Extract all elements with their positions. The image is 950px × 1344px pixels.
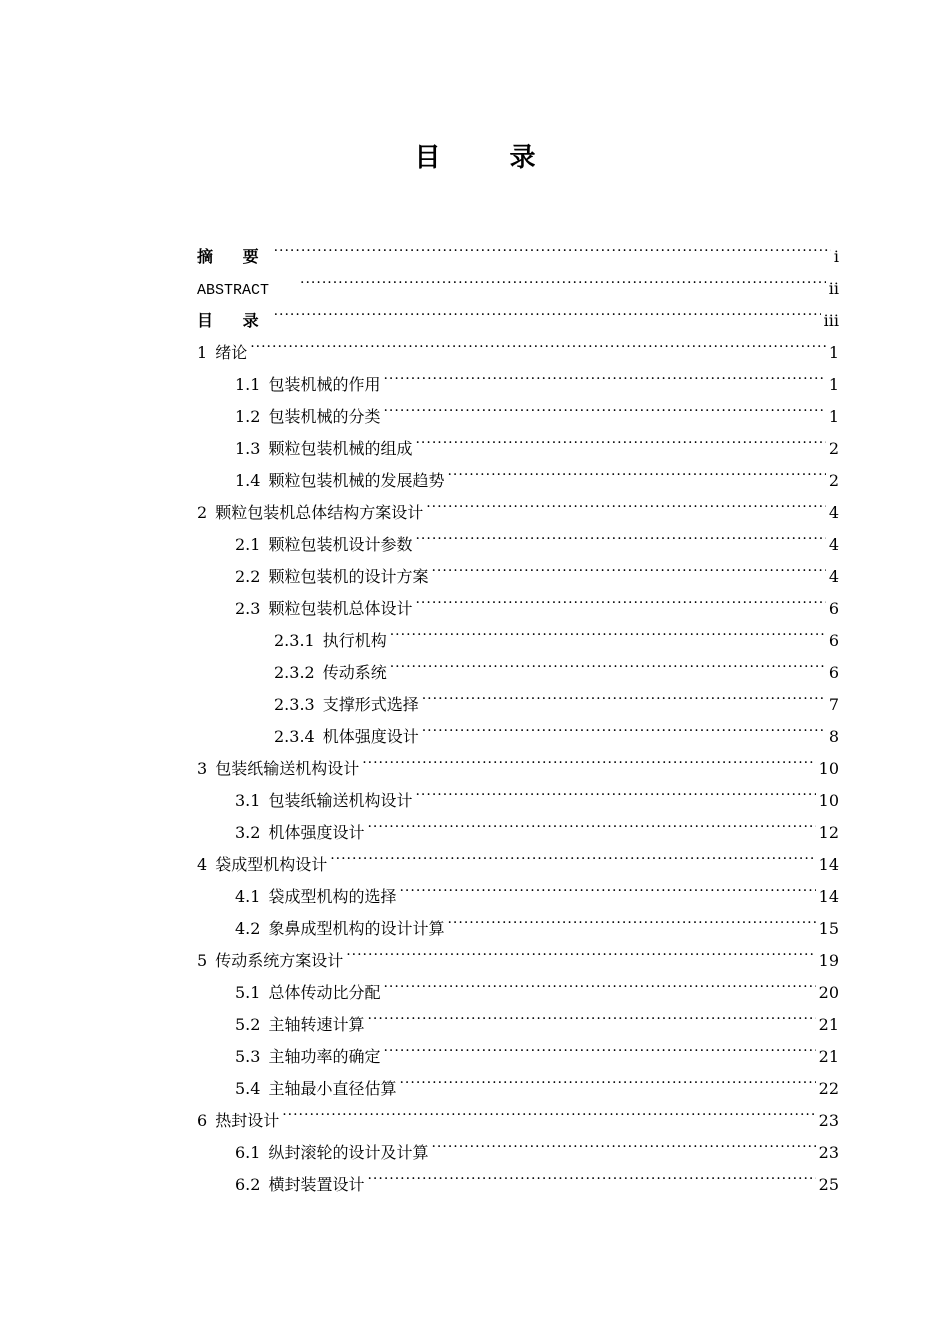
toc-entry-label: 绪论 [215,343,248,362]
toc-entry-page: 1 [828,375,839,394]
toc-entry-number: 4.2 [235,919,261,938]
toc-dot-leader [415,422,825,454]
toc-entry[interactable] [197,230,839,266]
toc-entry-page: iii [823,311,839,330]
toc-entry-number: 4.1 [235,887,261,906]
toc-entry-number: 4 [197,855,208,874]
toc-entry-page: 8 [828,727,839,746]
toc-dot-leader [282,1094,815,1126]
toc-entry-page: 23 [818,1143,839,1162]
toc-entry[interactable] [197,358,839,394]
toc-entry-page: 22 [818,1079,839,1098]
toc-dot-leader [415,774,815,806]
toc-entry-number: 2.3.4 [274,727,315,746]
toc-entry-page: 7 [828,695,839,714]
toc-entry-number: 5.2 [235,1015,261,1034]
toc-entry-page: 2 [828,471,839,490]
toc-dot-leader [367,1158,815,1190]
toc-entry-label: 机体强度设计 [268,823,365,842]
toc-entry-page: 20 [818,983,839,1002]
toc-dot-leader [250,326,826,358]
toc-entry-label: 颗粒包装机总体设计 [268,599,413,618]
toc-entry-label: 颗粒包装机的设计方案 [268,567,429,586]
toc-entry-number: 1.2 [235,407,261,426]
toc-entry-page: 10 [818,759,839,778]
toc-entry-number: 2.3.3 [274,695,315,714]
toc-entry-page: 23 [818,1111,839,1130]
toc-entry-label: 机体强度设计 [322,727,419,746]
toc-entry-number: 3.2 [235,823,261,842]
toc-dot-leader [367,806,815,838]
toc-entry[interactable] [197,326,839,362]
toc-entry-label: 主轴最小直径估算 [268,1079,397,1098]
toc-entry-number: 1.3 [235,439,261,458]
toc-entry-number: 2 [197,503,208,522]
toc-entry-page: 4 [828,567,839,586]
toc-entry-number: 5.3 [235,1047,261,1066]
toc-entry-page: 19 [818,951,839,970]
toc-entry-page: i [833,247,839,266]
toc-entry-number: 2.3.2 [274,663,315,682]
toc-entry-label: 颗粒包装机械的发展趋势 [268,471,445,490]
toc-dot-leader [383,358,825,390]
toc-dot-leader [274,230,831,262]
toc-entry-number: 3.1 [235,791,261,810]
toc-entry-number: 1.4 [235,471,261,490]
toc-entry-page: ii [828,279,839,298]
toc-entry-label: 颗粒包装机设计参数 [268,535,413,554]
toc-entry-label: 摘 要 [197,247,271,266]
toc-entry-number: 6.1 [235,1143,261,1162]
toc-dot-leader [415,582,825,614]
toc-entry-page: 2 [828,439,839,458]
toc-entry-label: 袋成型机构设计 [215,855,328,874]
toc-entry-label: 颗粒包装机械的组成 [268,439,413,458]
toc-entry-page: 15 [818,919,839,938]
toc-entry[interactable] [197,262,839,299]
toc-dot-leader [399,870,815,902]
toc-entry-number: 1 [197,343,208,362]
toc-dot-leader [362,742,815,774]
toc-entry-page: 1 [828,407,839,426]
toc-dot-leader [431,1126,815,1158]
toc-entry-page: 10 [818,791,839,810]
toc-entry-label: 包装机械的作用 [268,375,381,394]
toc-dot-leader [447,902,815,934]
toc-entry-page: 21 [818,1015,839,1034]
toc-entry-page: 4 [828,535,839,554]
toc-dot-leader [399,1062,815,1094]
page-title: 目 录 [414,143,566,173]
toc-entry-number: 2.3 [235,599,261,618]
toc-dot-leader [367,998,815,1030]
toc-entry-page: 14 [818,887,839,906]
toc-dot-leader [330,838,815,870]
toc-entry-number: 2.1 [235,535,261,554]
toc-entry[interactable] [197,1126,839,1162]
toc-entry-page: 6 [828,663,839,682]
toc-entry-label: 执行机构 [322,631,387,650]
toc-dot-leader [300,262,826,294]
toc-dot-leader [383,1030,815,1062]
toc-entry-label: 传动系统 [322,663,387,682]
toc-dot-leader [422,710,826,742]
toc-entry-number: 5.4 [235,1079,261,1098]
toc-entry-label: 象鼻成型机构的设计计算 [268,919,445,938]
toc-entry-number: 5 [197,951,208,970]
toc-entry-page: 21 [818,1047,839,1066]
toc-entry-label: 横封装置设计 [268,1175,365,1194]
toc-dot-leader [383,390,825,422]
toc-entry-number: 2.2 [235,567,261,586]
toc-dot-leader [346,934,815,966]
toc-entry-number: 6.2 [235,1175,261,1194]
toc-entry-label: 包装纸输送机构设计 [268,791,413,810]
toc-entry-number: 1.1 [235,375,261,394]
toc-entry-number: 2.3.1 [274,631,315,650]
toc-entry-label: 目 录 [197,311,271,330]
toc-entry-label: 包装纸输送机构设计 [215,759,360,778]
toc-entry-label: ABSTRACT [197,282,270,299]
toc-entry-page: 6 [828,599,839,618]
toc-entry-label: 袋成型机构的选择 [268,887,397,906]
toc-entry-label: 传动系统方案设计 [215,951,344,970]
toc-dot-leader [390,614,826,646]
toc-entry-label: 纵封滚轮的设计及计算 [268,1143,429,1162]
toc-dot-leader [383,966,815,998]
toc-dot-leader [431,550,825,582]
toc-entry-label: 主轴转速计算 [268,1015,365,1034]
toc-entry-label: 热封设计 [215,1111,280,1130]
toc-dot-leader [426,486,826,518]
toc-entry[interactable] [197,294,839,330]
toc-list [197,230,839,1194]
toc-entry-label: 总体传动比分配 [268,983,381,1002]
toc-dot-leader [274,294,821,326]
toc-entry-label: 主轴功率的确定 [268,1047,381,1066]
toc-entry-page: 6 [828,631,839,650]
toc-entry-page: 4 [828,503,839,522]
toc-dot-leader [390,646,826,678]
toc-entry-page: 12 [818,823,839,842]
toc-entry-number: 5.1 [235,983,261,1002]
toc-entry-label: 支撑形式选择 [322,695,419,714]
toc-entry-page: 1 [828,343,839,362]
toc-dot-leader [422,678,826,710]
toc-entry[interactable] [197,1094,839,1130]
toc-entry-label: 颗粒包装机总体结构方案设计 [215,503,424,522]
toc-entry-label: 包装机械的分类 [268,407,381,426]
toc-dot-leader [447,454,825,486]
toc-dot-leader [415,518,825,550]
toc-entry-page: 14 [818,855,839,874]
toc-entry-number: 6 [197,1111,208,1130]
toc-entry-number: 3 [197,759,208,778]
toc-entry-page: 25 [818,1175,839,1194]
